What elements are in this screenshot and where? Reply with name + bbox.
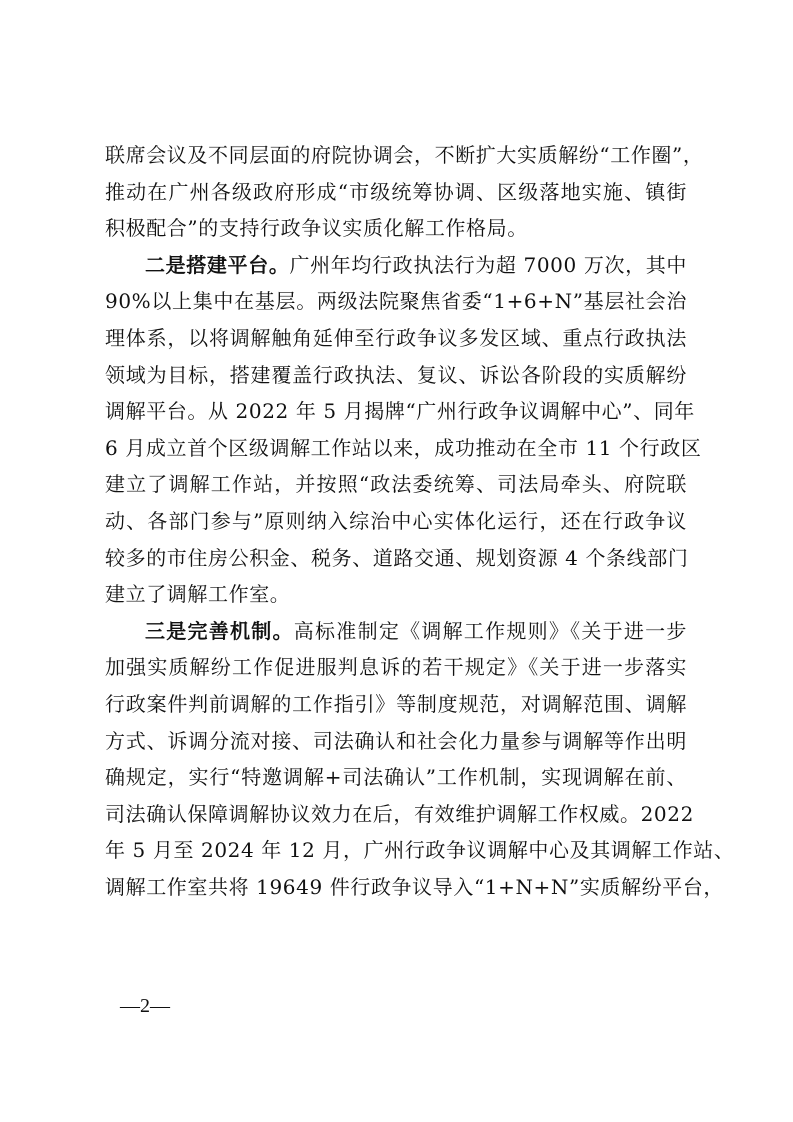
text-line: 领域为目标，搭建覆盖行政执法、复议、诉讼各阶段的实质解纷 xyxy=(105,362,687,387)
text-line: 6 月成立首个区级调解工作站以来，成功推动在全市 11 个行政区 xyxy=(105,435,702,460)
paragraph-lead-heading: 三是完善机制。 xyxy=(145,618,294,643)
text-line: 90%以上集中在基层。两级法院聚焦省委“1+6+N”基层社会治 xyxy=(105,289,687,314)
text-line: 司法确认保障调解协议效力在后，有效维护调解工作权威。2022 xyxy=(105,801,694,826)
text-line: 推动在广州各级政府形成“市级统筹协调、区级落地实施、镇街 xyxy=(105,179,687,204)
text-line-rest: 高标准制定《调解工作规则》《关于进一步 xyxy=(293,618,687,643)
text-line: 调解平台。从 2022 年 5 月揭牌“广州行政争议调解中心”、同年 xyxy=(105,399,695,424)
text-line: 行政案件判前调解的工作指引》等制度规范，对调解范围、调解 xyxy=(105,691,687,716)
text-line-first xyxy=(105,613,687,650)
page-number: —2— xyxy=(120,995,170,1017)
text-line: 联席会议及不同层面的府院协调会，不断扩大实质解纷“工作圈”， xyxy=(105,143,704,167)
text-line: 方式、诉调分流对接、司法确认和社会化力量参与调解等作出明 xyxy=(105,728,687,753)
text-line: 理体系，以将调解触角延伸至行政争议多发区域、重点行政执法 xyxy=(105,325,687,350)
paragraph-3 xyxy=(105,613,735,906)
text-line-first xyxy=(105,247,687,284)
text-line: 动、各部门参与”原则纳入综治中心实体化运行，还在行政争议 xyxy=(105,508,687,533)
text-line: 确规定，实行“特邀调解+司法确认”工作机制，实现调解在前、 xyxy=(105,765,687,790)
paragraph-1 xyxy=(105,137,704,247)
text-line-rest: 广州年均行政执法行为超 7000 万次，其中 xyxy=(289,252,687,277)
paragraph-lead-heading: 二是搭建平台。 xyxy=(145,252,290,277)
paragraph-2 xyxy=(105,247,702,613)
text-line: 调解工作室共将 19649 件行政争议导入“1+N+N”实质解纷平台， xyxy=(105,874,725,899)
text-line: 较多的市住房公积金、税务、道路交通、规划资源 4 个条线部门 xyxy=(105,545,689,570)
text-line: 加强实质解纷工作促进服判息诉的若干规定》《关于进一步落实 xyxy=(105,655,687,680)
text-line: 年 5 月至 2024 年 12 月，广州行政争议调解中心及其调解工作站、 xyxy=(105,838,735,863)
text-line: 建立了调解工作室。 xyxy=(105,582,291,607)
text-line: 建立了调解工作站，并按照“政法委统筹、司法局牵头、府院联 xyxy=(105,472,687,497)
body-text xyxy=(105,137,735,905)
text-line: 积极配合”的支持行政争议实质化解工作格局。 xyxy=(105,216,528,241)
